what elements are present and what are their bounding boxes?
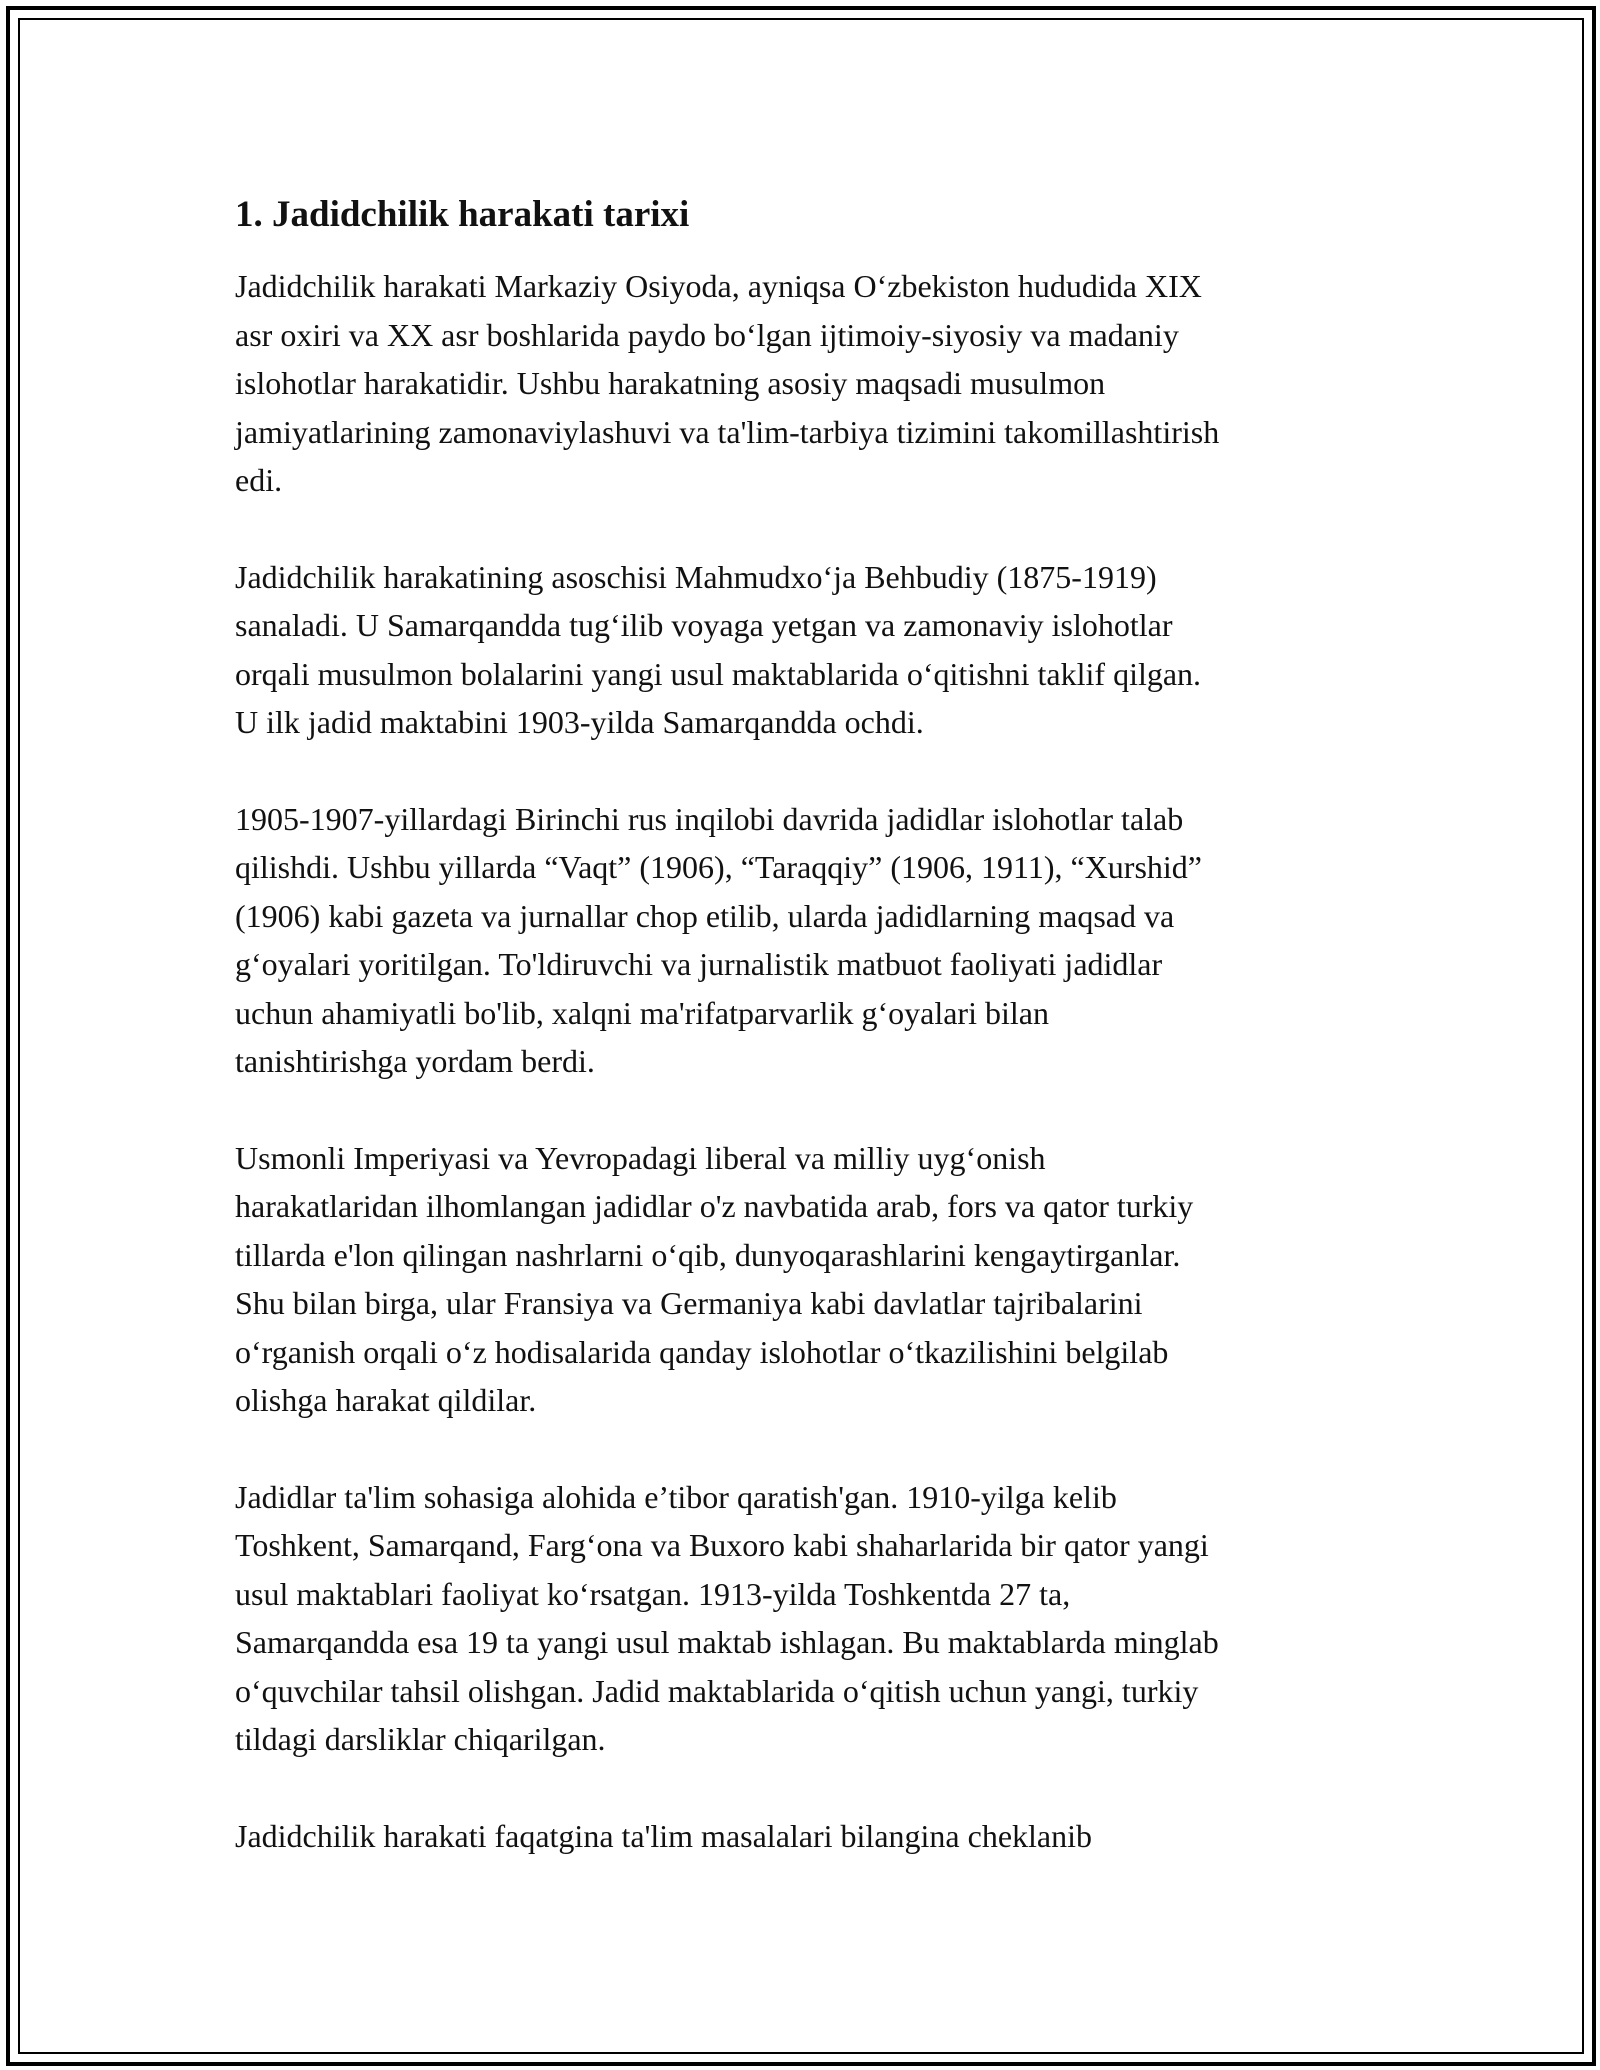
paragraph-influences: Usmonli Imperiyasi va Yevropadagi liberal va milliy uyg‘onish harakatlaridan ilhomlangan jadidlar o'z navbatida arab, fors va qator turkiy tillarda e'lon qilingan nashrlarni o‘qib, dunyoqarashlarini kengaytirganlar. Shu bilan birga, ular Fransiya va Germaniya kabi davlatlar tajribalarini o‘rganish orqali o‘z hodisalarida qanday islohotlar o‘tkazilishini belgilab olishga harakat qildilar. [235,1139,1194,1418]
document-body [235,190,1375,1908]
paragraph-continuation: Jadidchilik harakati faqatgina ta'lim masalalari bilangina cheklanib [235,1817,1092,1854]
paragraph-founder: Jadidchilik harakatining asoschisi Mahmudxo‘ja Behbudiy (1875-1919) sanaladi. U Samarqandda tug‘ilib voyaga yetgan va zamonaviy islohotlar orqali musulmon bolalarini yangi usul maktablarida o‘qitishni taklif qilgan. U ilk jadid maktabini 1903-yilda Samarqandda ochdi. [235,558,1202,740]
paragraph-intro: Jadidchilik harakati Markaziy Osiyoda, ayniqsa O‘zbekiston hududida XIX asr oxiri va XX asr boshlarida paydo bo‘lgan ijtimoiy-siyosiy va madaniy islohotlar harakatidir. Ushbu harakatning asosiy maqsadi musulmon jamiyatlarining zamonaviylashuvi va ta'lim-tarbiya tizimini takomillashtirish edi. [235,268,1220,498]
section-heading: 1. Jadidchilik harakati tarixi [235,194,690,235]
paragraph-schools: Jadidlar ta'lim sohasiga alohida e’tibor qaratish'gan. 1910-yilga kelib Toshkent, Samarqand, Farg‘ona va Buxoro kabi shaharlarida bir qator yangi usul maktablari faoliyat ko‘rsatgan. 1913-yilda Toshkentda 27 ta, Samarqandda esa 19 ta yangi usul maktab ishlagan. Bu maktablarda minglab o‘quvchilar tahsil olishgan. Jadid maktablarida o‘qitish uchun yangi, turkiy tildagi darsliklar chiqarilgan. [235,1478,1219,1757]
paragraph-press: 1905-1907-yillardagi Birinchi rus inqilobi davrida jadidlar islohotlar talab qilishdi. Ushbu yillarda “Vaqt” (1906), “Taraqqiy” (1906, 1911), “Xurshid” (1906) kabi gazeta va jurnallar chop etilib, ularda jadidlarning maqsad va g‘oyalari yoritilgan. To'ldiruvchi va jurnalistik matbuot faoliyati jadidlar uchun ahamiyatli bo'lib, xalqni ma'rifatparvarlik g‘oyalari bilan tanishtirishga yordam berdi. [235,800,1202,1079]
